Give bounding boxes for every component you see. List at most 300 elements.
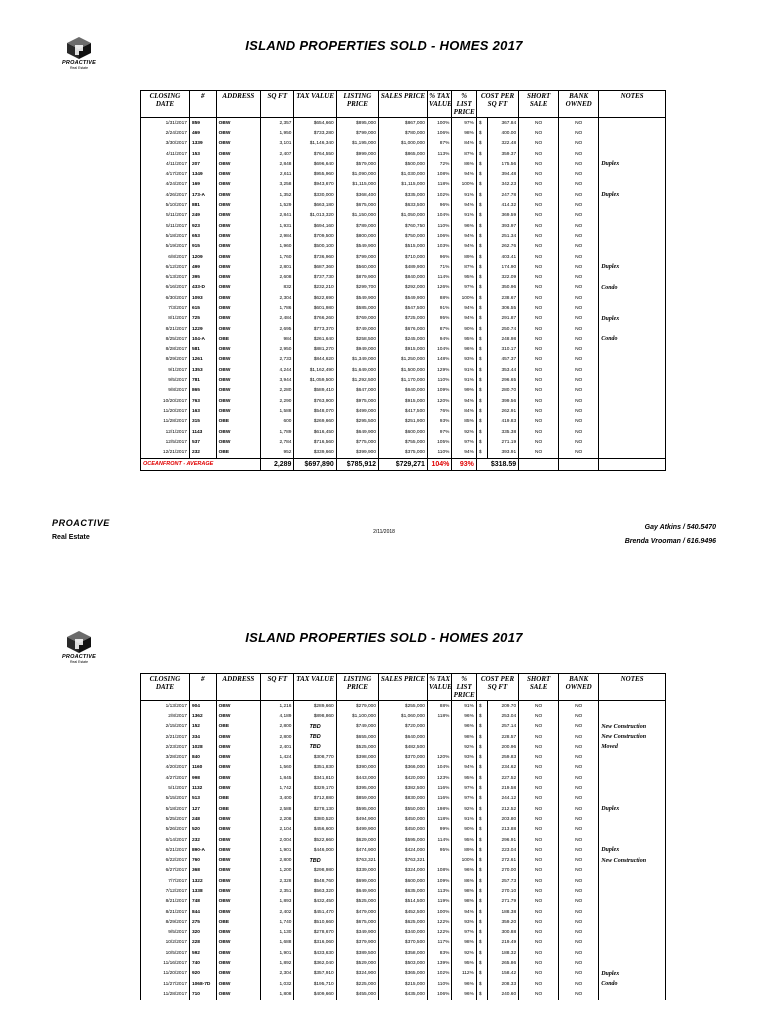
table-cell: 2,357 — [261, 118, 294, 129]
table-cell: 265.86 — [487, 958, 518, 968]
table-cell: NO — [559, 742, 599, 752]
table-cell: $289,660 — [294, 701, 336, 712]
table-cell: NO — [519, 231, 559, 241]
table-cell: 457.37 — [487, 355, 518, 365]
table-cell: $867,000 — [379, 118, 428, 129]
table-row — [141, 334, 666, 344]
table-cell: 100% — [427, 118, 451, 129]
table-cell: 592 — [189, 948, 216, 958]
table-cell: $366,000 — [379, 763, 428, 773]
table-row — [141, 989, 666, 999]
table-row — [141, 128, 666, 138]
table-cell: 7/12/2017 — [141, 886, 190, 896]
table-cell: OBW — [216, 128, 260, 138]
table-cell: 104% — [427, 211, 451, 221]
table-cell: 840 — [189, 752, 216, 762]
table-cell: $ — [476, 742, 487, 752]
table-cell: 109% — [427, 386, 451, 396]
table-cell — [599, 355, 666, 365]
table-cell: 93% — [427, 417, 451, 427]
table-cell: NO — [519, 375, 559, 385]
table-cell: $736,960 — [294, 252, 336, 262]
table-row — [141, 855, 666, 865]
table-cell: 91% — [452, 365, 476, 375]
table-cell: OBW — [216, 886, 260, 896]
table-cell: $733,280 — [294, 128, 336, 138]
table-cell: OBW — [216, 149, 260, 159]
table-cell: 139% — [427, 958, 451, 968]
table-cell: 198% — [427, 804, 451, 814]
summary-pct_tax: 104% — [427, 458, 451, 470]
table-cell: NO — [519, 303, 559, 313]
table-cell: $1,115,000 — [336, 180, 378, 190]
table-cell: 219.58 — [487, 783, 518, 793]
table-cell: OBW — [216, 427, 260, 437]
table-cell: NO — [519, 866, 559, 876]
table-cell: 112% — [452, 969, 476, 979]
table-row — [141, 231, 666, 241]
table-cell: 353.44 — [487, 365, 518, 375]
table-cell: NO — [519, 128, 559, 138]
table-cell: OBW — [216, 897, 260, 907]
table-cell: NO — [559, 938, 599, 948]
table-cell: 1132 — [189, 783, 216, 793]
table-cell: $895,000 — [336, 118, 378, 129]
table-row — [141, 886, 666, 896]
table-row — [141, 221, 666, 231]
table-cell: $949,000 — [336, 345, 378, 355]
table-cell: NO — [559, 845, 599, 855]
table-cell: $ — [476, 293, 487, 303]
table-cell: 984 — [261, 334, 294, 344]
table-cell: Moved — [599, 742, 666, 752]
table-cell: 200.96 — [487, 742, 518, 752]
table-cell: $ — [476, 200, 487, 210]
table-cell: 280.70 — [487, 386, 518, 396]
table-cell: NO — [559, 917, 599, 927]
table-cell: NO — [559, 427, 599, 437]
table-cell: $ — [476, 979, 487, 989]
table-cell: $ — [476, 711, 487, 721]
table-cell: NO — [519, 948, 559, 958]
table-cell: 163 — [189, 406, 216, 416]
table-cell: OBW — [216, 835, 260, 845]
table-cell: 12/5/2017 — [141, 437, 190, 447]
table-cell: 1,901 — [261, 845, 294, 855]
table-row — [141, 804, 666, 814]
table-cell: 832 — [261, 283, 294, 293]
table-cell: 11/16/2017 — [141, 958, 190, 968]
table-cell — [599, 794, 666, 804]
table-cell: $195,710 — [294, 979, 336, 989]
table-cell: NO — [559, 701, 599, 712]
table-cell: 2,611 — [261, 169, 294, 179]
table-cell: 1028 — [189, 742, 216, 752]
table-cell: 173-A — [189, 190, 216, 200]
table-cell: $1,000,000 — [379, 139, 428, 149]
table-cell: OBW — [216, 406, 260, 416]
table-cell: NO — [519, 118, 559, 129]
table-cell: NO — [519, 293, 559, 303]
table-cell — [599, 866, 666, 876]
table-cell: NO — [519, 763, 559, 773]
contact-brenda: Brenda Vrooman / 616.9496 — [624, 538, 716, 545]
table-row — [141, 200, 666, 210]
table-cell: 232 — [189, 835, 216, 845]
table-cell: 89% — [452, 845, 476, 855]
table-row — [141, 139, 666, 149]
table-cell: NO — [559, 448, 599, 459]
table-cell: $ — [476, 835, 487, 845]
table-cell: 1,740 — [261, 917, 294, 927]
table-cell: NO — [519, 365, 559, 375]
table-cell: $560,000 — [336, 262, 378, 272]
table-cell: OBW — [216, 262, 260, 272]
table-cell: 114% — [427, 272, 451, 282]
table-cell: OBW — [216, 711, 260, 721]
table-cell: NO — [519, 989, 559, 999]
table-cell: 10/5/2017 — [141, 948, 190, 958]
table-cell: $279,000 — [336, 701, 378, 712]
table-cell: 227.52 — [487, 773, 518, 783]
table-cell: 92% — [452, 742, 476, 752]
table-cell: NO — [559, 149, 599, 159]
column-header: BANK OWNED — [559, 91, 599, 118]
table-cell: NO — [559, 242, 599, 252]
table-cell: 291.87 — [487, 314, 518, 324]
table-cell: 126% — [427, 283, 451, 293]
column-header: SHORT SALE — [519, 91, 559, 118]
table-cell: 923 — [189, 221, 216, 231]
table-cell: 94% — [452, 242, 476, 252]
table-cell: $ — [476, 773, 487, 783]
table-cell: NO — [519, 938, 559, 948]
table-cell: $308,770 — [294, 752, 336, 762]
table-cell: $601,980 — [294, 303, 336, 313]
table-cell: $225,000 — [336, 979, 378, 989]
table-cell: NO — [559, 948, 599, 958]
table-cell: 98% — [452, 732, 476, 742]
table-row — [141, 355, 666, 365]
table-row — [141, 386, 666, 396]
table-cell: 342.23 — [487, 180, 518, 190]
table-cell: $548,070 — [294, 406, 336, 416]
table-cell: $245,000 — [379, 334, 428, 344]
table-cell: OBW — [216, 825, 260, 835]
table-cell: NO — [519, 283, 559, 293]
table-cell: 100% — [427, 907, 451, 917]
table-cell: 1,893 — [261, 897, 294, 907]
table-row — [141, 701, 666, 712]
table-cell: $ — [476, 855, 487, 865]
table-cell — [427, 742, 451, 752]
table-cell: $ — [476, 345, 487, 355]
table-cell — [599, 938, 666, 948]
table-cell: $595,000 — [336, 804, 378, 814]
table-cell: NO — [519, 427, 559, 437]
table-cell: OBW — [216, 231, 260, 241]
table-row — [141, 252, 666, 262]
table-cell: 7/7/2017 — [141, 876, 190, 886]
table-cell: $ — [476, 701, 487, 712]
table-cell: 394.48 — [487, 169, 518, 179]
table-cell: OBW — [216, 365, 260, 375]
table-cell: 2,695 — [261, 324, 294, 334]
table-cell — [599, 180, 666, 190]
table-row — [141, 272, 666, 282]
table-cell: $ — [476, 242, 487, 252]
table-cell: $549,900 — [336, 293, 378, 303]
header-row — [141, 91, 666, 118]
table-cell: $549,900 — [336, 242, 378, 252]
table-cell: $ — [476, 252, 487, 262]
table-cell: NO — [559, 783, 599, 793]
column-header: COST PER SQ FT — [476, 674, 518, 701]
table-cell: $1,059,500 — [294, 375, 336, 385]
table-cell: $579,000 — [336, 159, 378, 169]
table-cell: 96% — [452, 989, 476, 999]
table-cell: $647,000 — [336, 386, 378, 396]
table-cell: $629,000 — [336, 835, 378, 845]
table-cell: OBW — [216, 763, 260, 773]
table-cell: 94% — [452, 907, 476, 917]
table-cell: 99% — [452, 386, 476, 396]
table-cell: 110% — [427, 221, 451, 231]
table-cell: 2,800 — [261, 732, 294, 742]
table-cell: $649,900 — [336, 427, 378, 437]
table-cell: NO — [519, 928, 559, 938]
table-cell: 117% — [427, 938, 451, 948]
table-cell: 96% — [452, 221, 476, 231]
table-cell: $399,900 — [336, 448, 378, 459]
table-cell — [599, 118, 666, 129]
table-cell: 96% — [452, 979, 476, 989]
table-cell: 306.55 — [487, 303, 518, 313]
table-cell: $258,500 — [336, 334, 378, 344]
table-cell: $1,150,000 — [336, 211, 378, 221]
table-cell: 2,401 — [261, 742, 294, 752]
table-cell: 1349 — [189, 169, 216, 179]
table-cell: Duplex — [599, 262, 666, 272]
summary-empty — [599, 458, 666, 470]
table-cell: $600,000 — [379, 427, 428, 437]
table-cell: $ — [476, 897, 487, 907]
table-cell: NO — [559, 272, 599, 282]
table-cell: $ — [476, 948, 487, 958]
table-cell: $ — [476, 804, 487, 814]
table-row — [141, 324, 666, 334]
table-cell: 359.37 — [487, 149, 518, 159]
table-cell: 92% — [452, 804, 476, 814]
table-cell: OBW — [216, 396, 260, 406]
table-cell: NO — [519, 334, 559, 344]
table-cell: 12/1/2017 — [141, 427, 190, 437]
table-row — [141, 773, 666, 783]
table-cell: TBD — [294, 722, 336, 732]
table-cell: NO — [519, 855, 559, 865]
table-cell: 322.09 — [487, 272, 518, 282]
table-cell: NO — [559, 200, 599, 210]
table-cell: $ — [476, 324, 487, 334]
table-cell: 110% — [427, 375, 451, 385]
table-cell: 4/17/2017 — [141, 169, 190, 179]
table-cell: 228 — [189, 938, 216, 948]
table-cell: 3/28/2017 — [141, 752, 190, 762]
table-cell: 98% — [452, 938, 476, 948]
table-cell: $368,400 — [336, 190, 378, 200]
table-cell: 275 — [189, 917, 216, 927]
table-cell: NO — [519, 169, 559, 179]
table-row — [141, 742, 666, 752]
table-cell: 97% — [452, 437, 476, 447]
table-cell: 2,784 — [261, 437, 294, 447]
table-cell: 300.88 — [487, 928, 518, 938]
footer-date: 2/11/2018 — [373, 529, 395, 535]
table-cell: $349,900 — [336, 928, 378, 938]
table-cell: 350.96 — [487, 283, 518, 293]
table-cell: $585,000 — [336, 303, 378, 313]
table-cell: Duplex — [599, 190, 666, 200]
table-cell: $764,550 — [294, 149, 336, 159]
table-cell: OBW — [216, 375, 260, 385]
table-cell: OBW — [216, 742, 260, 752]
table-cell: NO — [519, 814, 559, 824]
table-cell: Duplex — [599, 845, 666, 855]
table-cell: 6/30/2017 — [141, 293, 190, 303]
table-cell: 244.12 — [487, 794, 518, 804]
table-row — [141, 303, 666, 313]
table-cell: 84% — [452, 139, 476, 149]
table-cell: $844,620 — [294, 355, 336, 365]
table-cell: $330,000 — [294, 190, 336, 200]
table-cell: 5/26/2017 — [141, 825, 190, 835]
table-cell: $510,660 — [294, 917, 336, 927]
table-cell: 1,424 — [261, 752, 294, 762]
table-cell: NO — [519, 437, 559, 447]
contact-gay: Gay Atkins / 540.5470 — [644, 524, 716, 531]
table-row — [141, 969, 666, 979]
table-cell: 2,004 — [261, 835, 294, 845]
table-cell: 262.91 — [487, 406, 518, 416]
table-cell: NO — [559, 804, 599, 814]
table-cell: 249 — [189, 211, 216, 221]
table-cell: $ — [476, 375, 487, 385]
table-cell: NO — [519, 149, 559, 159]
table-cell: $595,000 — [379, 835, 428, 845]
table-cell: $915,000 — [379, 345, 428, 355]
table-cell — [599, 752, 666, 762]
table-row — [141, 876, 666, 886]
table-cell — [599, 417, 666, 427]
table-cell: $763,321 — [379, 855, 428, 865]
table-cell: 96% — [452, 722, 476, 732]
table-cell: NO — [519, 917, 559, 927]
table-row — [141, 118, 666, 129]
table-cell: NO — [519, 825, 559, 835]
table-cell — [599, 876, 666, 886]
table-cell: $ — [476, 149, 487, 159]
table-row — [141, 149, 666, 159]
table-cell: OBW — [216, 180, 260, 190]
table-cell: 113% — [427, 149, 451, 159]
table-row — [141, 783, 666, 793]
table-cell: 7/3/2017 — [141, 303, 190, 313]
table-cell: 2,290 — [261, 396, 294, 406]
logo-sub: Real Estate — [69, 66, 89, 70]
table-cell: 174.90 — [487, 262, 518, 272]
table-cell: $409,660 — [294, 989, 336, 999]
table-cell: 234.62 — [487, 763, 518, 773]
table-cell: 94% — [452, 763, 476, 773]
table-cell: OBW — [216, 252, 260, 262]
table-cell: OBW — [216, 814, 260, 824]
table-cell: $324,900 — [336, 969, 378, 979]
table-cell: 393.97 — [487, 221, 518, 231]
table-cell: 5/11/2017 — [141, 221, 190, 231]
table-cell: 8/28/2017 — [141, 345, 190, 355]
table-cell: 94% — [452, 448, 476, 459]
table-cell: 6/22/2017 — [141, 855, 190, 865]
table-cell — [599, 345, 666, 355]
table-cell: 86% — [452, 159, 476, 169]
table-cell: NO — [559, 252, 599, 262]
table-cell: $ — [476, 876, 487, 886]
table-cell: $625,000 — [379, 917, 428, 927]
table-cell: 94% — [452, 169, 476, 179]
table-cell: $1,162,490 — [294, 365, 336, 375]
table-cell: $503,000 — [379, 958, 428, 968]
table-cell: NO — [559, 969, 599, 979]
table-cell: $365,000 — [379, 969, 428, 979]
table-row — [141, 938, 666, 948]
table-cell: 6/12/2017 — [141, 262, 190, 272]
table-cell: OBW — [216, 272, 260, 282]
table-cell: 98% — [452, 128, 476, 138]
table-cell — [599, 711, 666, 721]
table-cell: 238.67 — [487, 293, 518, 303]
table-cell: 153 — [189, 149, 216, 159]
table-cell: NO — [559, 345, 599, 355]
table-cell: NO — [559, 355, 599, 365]
table-cell: 106% — [427, 128, 451, 138]
table-cell: 367.84 — [487, 118, 518, 129]
table-cell: 99% — [427, 825, 451, 835]
table-cell: 109% — [427, 876, 451, 886]
table-cell: 219.49 — [487, 938, 518, 948]
table-cell: 232 — [189, 448, 216, 459]
table-cell: OBW — [216, 355, 260, 365]
table-cell: $775,000 — [336, 437, 378, 447]
table-cell: NO — [519, 979, 559, 989]
table-cell: $ — [476, 262, 487, 272]
table-cell: $351,830 — [294, 763, 336, 773]
table-cell: 102% — [427, 969, 451, 979]
table-row — [141, 396, 666, 406]
table-cell — [599, 701, 666, 712]
table-cell: OBW — [216, 118, 260, 129]
table-cell: NO — [559, 324, 599, 334]
table-cell: NO — [519, 876, 559, 886]
table-cell: $357,910 — [294, 969, 336, 979]
table-cell: OBW — [216, 221, 260, 231]
table-cell: $358,000 — [379, 948, 428, 958]
table-cell: 114% — [427, 835, 451, 845]
table-cell: 915 — [189, 242, 216, 252]
table-cell: $ — [476, 169, 487, 179]
table-cell: 5/1/2017 — [141, 783, 190, 793]
summary-list: $785,912 — [336, 458, 378, 470]
table-cell: $1,115,000 — [379, 180, 428, 190]
